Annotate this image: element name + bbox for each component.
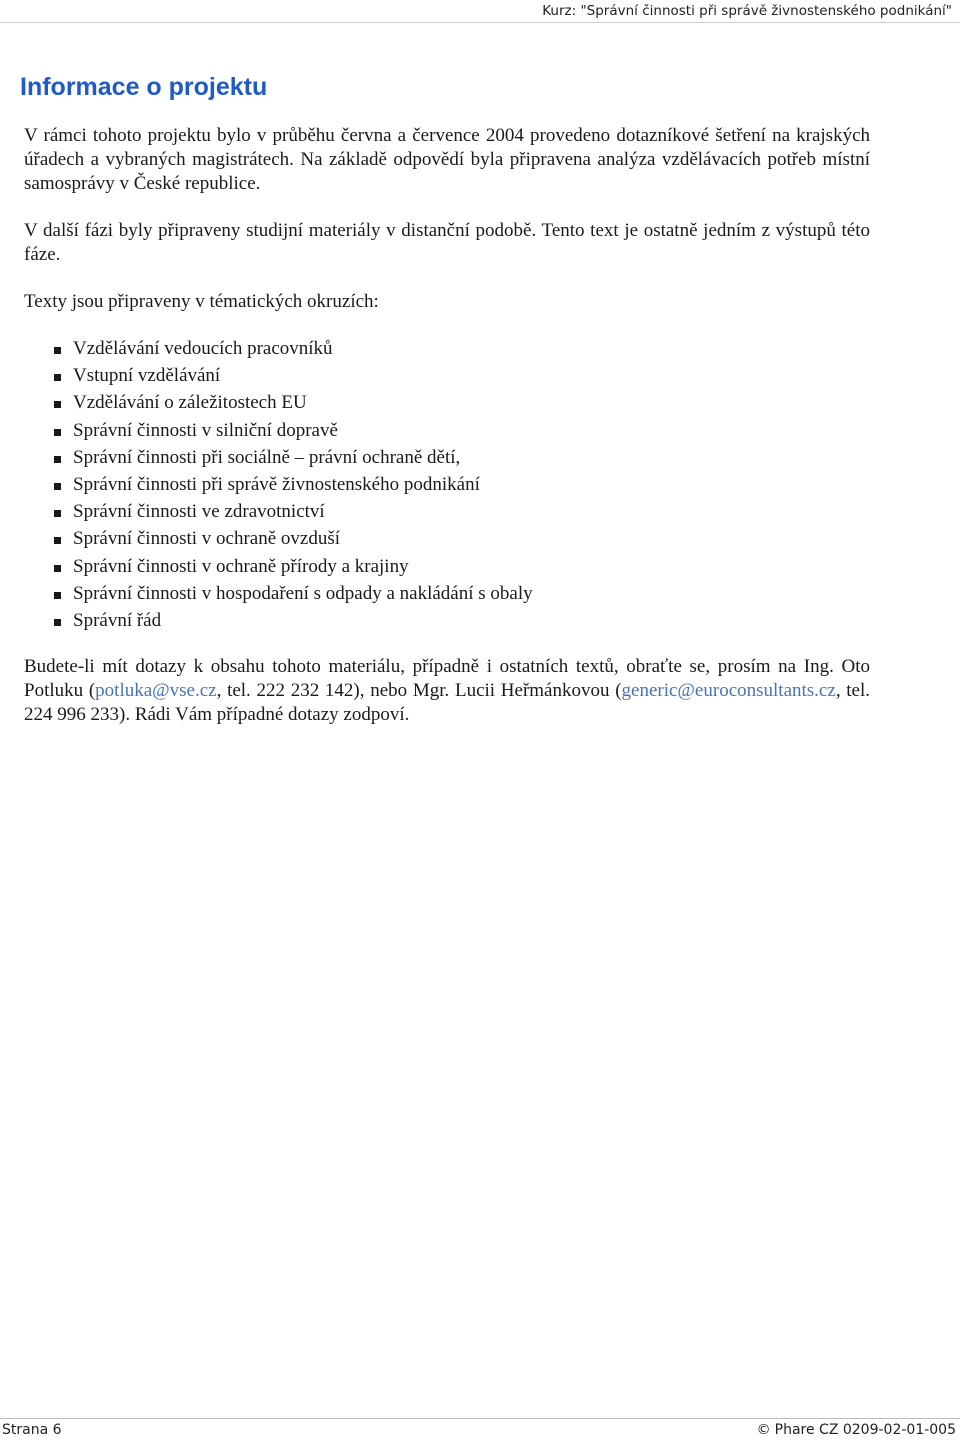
- copyright-icon: ©: [756, 1422, 771, 1438]
- email-link-generic[interactable]: generic@euroconsultants.cz: [621, 680, 836, 702]
- topic-label: Vstupní vzdělávání: [73, 365, 221, 387]
- list-item: [24, 446, 870, 473]
- list-item: [24, 609, 870, 636]
- footer-code: Phare CZ 0209-02-01-005: [774, 1422, 956, 1438]
- square-bullet-icon: [54, 510, 61, 517]
- list-item: [24, 555, 870, 582]
- list-item: [24, 391, 870, 418]
- contact-text: , tel. 222 232 142), nebo Mgr. Lucii Heřmánkovou (: [216, 680, 622, 702]
- paragraph-contact: [24, 655, 870, 727]
- list-item: [24, 473, 870, 500]
- topic-label: Správní řád: [73, 609, 162, 631]
- page-number: Strana 6: [2, 1422, 62, 1438]
- square-bullet-icon: [54, 429, 61, 436]
- topic-label: Vzdělávání vedoucích pracovníků: [73, 338, 333, 359]
- topic-label: Správní činnosti v hospodaření s odpady a nakládání s obaly: [73, 582, 533, 604]
- footer-divider: [0, 1418, 960, 1419]
- paragraph-next-phase: V další fázi byly připraveny studijní materiály v distanční podobě. Tento text je ostatně jedním z výstupů této fáze.: [24, 220, 870, 265]
- header-divider: [0, 22, 960, 23]
- paragraph-topics-intro: Texty jsou připraveny v tématických okruzích:: [24, 291, 379, 312]
- contact-text: , tel. 224 996 233). Rádi Vám případné dotazy zodpoví.: [24, 680, 871, 726]
- topic-label: Správní činnosti v silniční dopravě: [73, 419, 338, 441]
- footer-copyright: [757, 1421, 956, 1440]
- square-bullet-icon: [54, 619, 61, 626]
- page-title: Informace o projektu: [20, 73, 268, 101]
- topic-label: Správní činnosti ve zdravotnictví: [73, 501, 325, 523]
- topic-label: Správní činnosti v ochraně ovzduší: [73, 528, 341, 550]
- topic-label: Správní činnosti při správě živnostenského podnikání: [73, 473, 480, 495]
- square-bullet-icon: [54, 537, 61, 544]
- list-item: [24, 364, 870, 391]
- list-item: [24, 337, 870, 364]
- document-body: [24, 124, 870, 727]
- contact-text: Budete-li mít dotazy k obsahu tohoto materiálu, případně i ostatních textů, obraťte se, prosím na Ing. Oto Potluku (: [24, 656, 870, 702]
- square-bullet-icon: [54, 456, 61, 463]
- course-title: Kurz: "Správní činnosti při správě živnostenského podnikání": [542, 3, 952, 19]
- list-item: [24, 419, 870, 446]
- topic-label: Správní činnosti v ochraně přírody a krajiny: [73, 555, 409, 577]
- topic-list: [24, 337, 870, 636]
- topic-label: Vzdělávání o záležitostech EU: [73, 392, 307, 414]
- email-link-potluka[interactable]: potluka@vse.cz: [95, 680, 217, 702]
- list-item: [24, 582, 870, 609]
- topic-label: Správní činnosti při sociálně – právní ochraně dětí,: [73, 446, 461, 468]
- paragraph-intro: V rámci tohoto projektu bylo v průběhu června a července 2004 provedeno dotazníkové šetření na krajských úřadech a vybraných magistrátech. Na základě odpovědí byla připravena analýza vzdělávacích potřeb místní samosprávy v České republice.: [24, 125, 870, 194]
- square-bullet-icon: [54, 592, 61, 599]
- list-item: [24, 527, 870, 554]
- list-item: [24, 500, 870, 527]
- square-bullet-icon: [54, 483, 61, 490]
- square-bullet-icon: [54, 565, 61, 572]
- square-bullet-icon: [54, 347, 61, 354]
- square-bullet-icon: [54, 401, 61, 408]
- square-bullet-icon: [54, 374, 61, 381]
